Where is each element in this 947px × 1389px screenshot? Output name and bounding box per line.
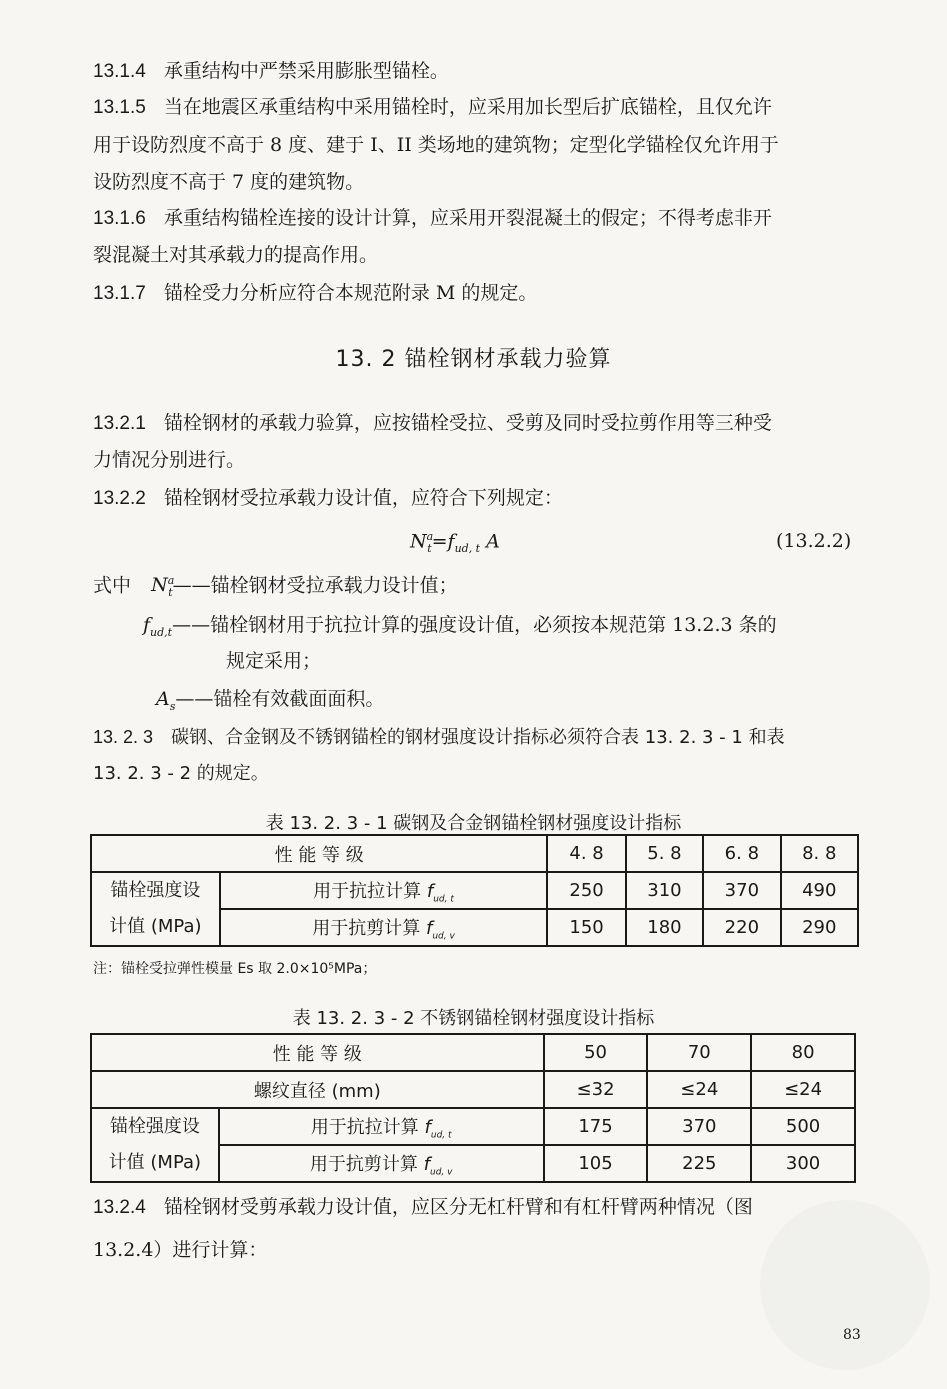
clause-number: 13.2.1 <box>93 413 146 434</box>
table-cell: 5. 8 <box>626 835 703 872</box>
table-cell: 180 <box>626 909 703 946</box>
clause-text-line: 裂混凝土对其承载力的提高作用。 <box>93 244 379 266</box>
table-cell: 50 <box>544 1034 648 1071</box>
table-cell: 150 <box>547 909 625 946</box>
row-head-line: 计值 (MPa) <box>108 1152 202 1173</box>
row-head <box>91 1108 219 1182</box>
clause-text: 碳钢、合金钢及不锈钢锚栓的钢材强度设计指标必须符合表 13. 2. 3 - 1 和表 <box>171 727 785 748</box>
table-cell: 290 <box>781 909 858 946</box>
where-item <box>93 574 458 599</box>
clause-text: 锚栓钢材受剪承载力设计值，应区分无杠杆臂和有杠杆臂两种情况（图 <box>163 1196 753 1218</box>
row-sub: ud, v <box>432 931 455 942</box>
grade-label: 性 能 等 级 <box>91 1034 544 1071</box>
table-1-caption: 表 13. 2. 3 - 1 碳钢及合金钢锚栓钢材强度设计指标 <box>265 813 682 834</box>
clause-text-line: 13. 2. 3 - 2 的规定。 <box>93 763 269 784</box>
where-sub: s <box>169 699 176 713</box>
where-desc: ——锚栓钢材用于抗拉计算的强度设计值，必须按本规范第 13.2.3 条的 <box>172 614 777 636</box>
table-cell: 490 <box>781 872 858 909</box>
row-sub: ud, t <box>430 1130 452 1141</box>
thread-label: 螺纹直径 (mm) <box>91 1071 544 1108</box>
row-head-line: 锚栓强度设 <box>109 1116 200 1137</box>
table-1-note: 注：锚栓受拉弹性模量 Es 取 2.0×10⁵MPa； <box>93 961 377 977</box>
clause-13-2-2 <box>93 487 563 511</box>
row-label: 用于抗剪计算 <box>309 1153 418 1175</box>
row-label: 用于抗拉计算 <box>313 880 422 902</box>
table-cell <box>219 1145 544 1182</box>
clause-text: 锚栓受力分析应符合本规范附录 M 的规定。 <box>163 282 538 304</box>
clause-13-1-4 <box>93 60 449 84</box>
table-cell: 225 <box>647 1145 751 1182</box>
formula-sub: ud, t <box>454 542 481 556</box>
table-1 <box>90 834 859 947</box>
formula-eq: =f <box>431 530 455 553</box>
where-prefix: 式中 <box>93 574 132 597</box>
table-cell <box>220 872 548 909</box>
table-row <box>91 872 858 909</box>
clause-text-line: 用于设防烈度不高于 8 度、建于 I、II 类场地的建筑物；定型化学锚栓仅允许用于 <box>93 134 779 156</box>
row-sub: ud, t <box>433 894 454 905</box>
row-label: 用于抗拉计算 <box>310 1116 419 1138</box>
table-row <box>91 1071 855 1108</box>
table-cell <box>220 909 548 946</box>
row-head-line: 计值 (MPa) <box>109 916 202 937</box>
clause-13-1-7 <box>93 282 537 306</box>
table-cell: ≤24 <box>751 1071 855 1108</box>
where-sub: ud,t <box>150 625 173 639</box>
section-title: 13. 2 锚栓钢材承载力验算 <box>335 347 612 372</box>
table-cell: 370 <box>647 1108 751 1145</box>
where-desc: ——锚栓有效截面面积。 <box>175 688 385 710</box>
clause-13-2-4 <box>93 1196 753 1220</box>
formula-symbol: N <box>410 530 427 553</box>
formula-sup: a <box>426 530 434 543</box>
row-symbol: f <box>426 880 434 902</box>
page-number: 83 <box>843 1327 861 1343</box>
clause-text-line: 设防烈度不高于 7 度的建筑物。 <box>93 171 365 193</box>
formula-symbol: A <box>486 530 500 553</box>
watermark-seal <box>760 1200 930 1370</box>
clause-number: 13.2.4 <box>93 1197 146 1218</box>
clause-text: 锚栓钢材的承载力验算，应按锚栓受拉、受剪及同时受拉剪作用等三种受 <box>163 412 772 434</box>
table-cell: 370 <box>703 872 780 909</box>
table-cell: ≤24 <box>647 1071 751 1108</box>
table-cell: 80 <box>751 1034 855 1071</box>
table-row <box>91 1108 855 1145</box>
table-cell: 8. 8 <box>781 835 858 872</box>
row-symbol: f <box>425 917 433 939</box>
row-head-line: 锚栓强度设 <box>110 880 201 901</box>
clause-13-1-5 <box>93 96 772 120</box>
row-head <box>91 872 220 946</box>
table-cell: 500 <box>751 1108 855 1145</box>
clause-number: 13.2.2 <box>93 488 146 509</box>
table-cell: ≤32 <box>544 1071 648 1108</box>
clause-number: 13.1.5 <box>93 97 146 118</box>
table-cell: 4. 8 <box>547 835 625 872</box>
clause-number: 13.1.6 <box>93 208 146 229</box>
row-symbol: f <box>423 1153 430 1175</box>
where-symbol: A <box>156 688 170 710</box>
table-cell: 250 <box>547 872 625 909</box>
where-sup: a <box>167 574 175 587</box>
table-cell: 70 <box>647 1034 751 1071</box>
clause-13-2-3 <box>93 727 785 749</box>
where-item <box>156 688 384 713</box>
table-cell: 6. 8 <box>703 835 780 872</box>
where-desc: ——锚栓钢材受拉承载力设计值； <box>172 574 458 597</box>
where-item <box>143 614 777 639</box>
equation-number: (13.2.2) <box>776 530 852 552</box>
table-cell: 300 <box>751 1145 855 1182</box>
clause-text: 承重结构锚栓连接的设计计算，应采用开裂混凝土的假定；不得考虑非开 <box>163 207 772 229</box>
where-desc-cont: 规定采用； <box>226 650 322 672</box>
where-sub: t <box>168 586 173 600</box>
table-cell: 310 <box>626 872 703 909</box>
formula-sub: t <box>427 542 432 556</box>
clause-number: 13. 2. 3 <box>93 727 154 747</box>
clause-text: 锚栓钢材受拉承载力设计值，应符合下列规定： <box>163 487 563 509</box>
clause-text-line: 力情况分别进行。 <box>93 449 246 471</box>
clause-text: 当在地震区承重结构中采用锚栓时，应采用加长型后扩底锚栓，且仅允许 <box>163 96 772 118</box>
formula-13-2-2 <box>410 530 500 555</box>
row-label: 用于抗剪计算 <box>312 917 421 939</box>
where-symbol: N <box>151 574 168 597</box>
table-cell: 220 <box>703 909 780 946</box>
clause-13-2-1 <box>93 412 772 436</box>
table-row <box>91 1034 855 1071</box>
clause-text: 承重结构中严禁采用膨胀型锚栓。 <box>163 60 449 82</box>
clause-number: 13.1.7 <box>93 283 146 304</box>
table-2-caption: 表 13. 2. 3 - 2 不锈钢锚栓钢材强度设计指标 <box>292 1008 655 1029</box>
table-cell: 105 <box>544 1145 648 1182</box>
row-symbol: f <box>424 1116 431 1138</box>
table-cell: 175 <box>544 1108 648 1145</box>
table-cell <box>219 1108 544 1145</box>
grade-label: 性 能 等 级 <box>91 835 547 872</box>
table-2 <box>90 1033 856 1183</box>
table-row <box>91 835 858 872</box>
row-sub: ud, v <box>430 1167 453 1178</box>
where-symbol: f <box>143 614 151 636</box>
clause-text-line: 13.2.4）进行计算： <box>93 1239 268 1261</box>
clause-number: 13.1.4 <box>93 61 146 82</box>
clause-13-1-6 <box>93 207 772 231</box>
